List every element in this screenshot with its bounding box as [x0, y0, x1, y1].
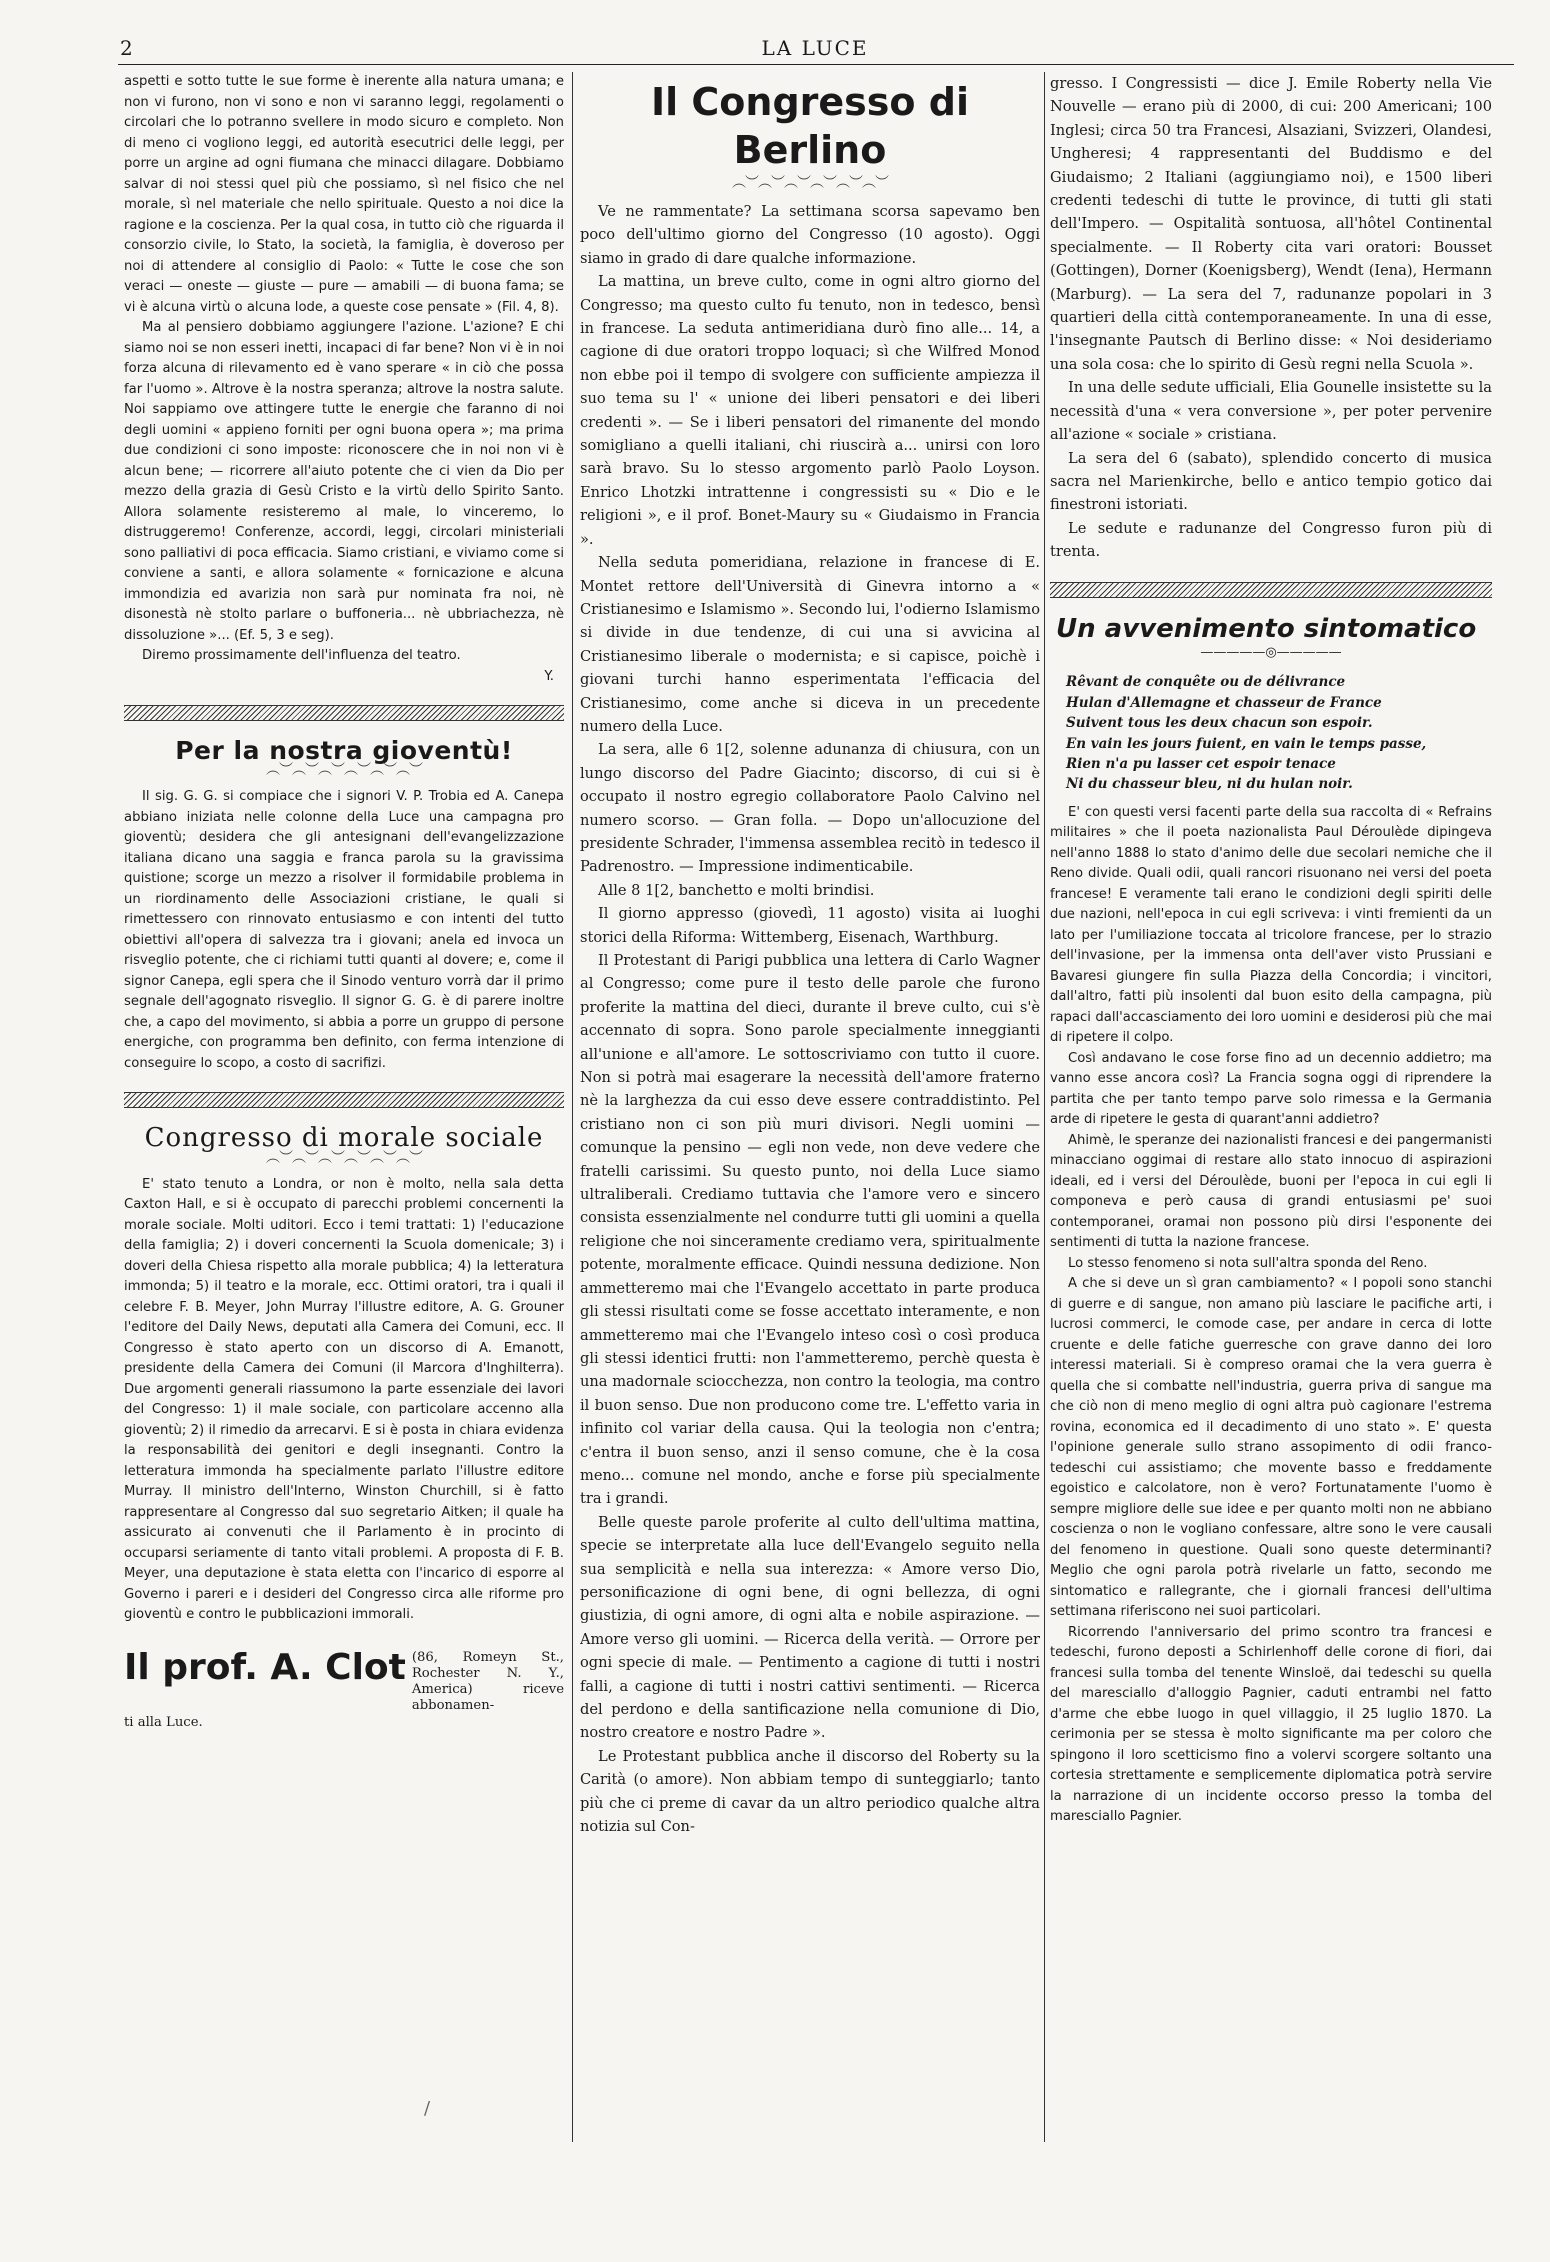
- column-rule: [1044, 72, 1045, 2142]
- paragraph: gresso. I Congressisti — dice J. Emile Roberty nella Vie Nouvelle — erano più di 2000, di cui: 200 Americani; 100 Inglesi; circa 50 tra Francesi, Alsaziani, Svizzeri, Olandesi, Ungheresi; 4 rappresentanti del Buddismo e del Giudaismo; 2 Italiani (aggiungiamo noi), e 1500 liberi credenti tedeschi di tutte le province, di tutti gli stati dell'Impero. — Ospitalità sontuosa, all'hôtel Continental specialmente. — Il Roberty cita vari oratori: Bousset (Gottingen), Dorner (Koenigsberg), Wendt (Iena), Hermann (Marburg). — La sera del 7, radunanze popolari in 3 quartieri della città contemporaneamente. In una di esse, l'insegnante Pautsch di Berlino disse: « Noi desideriamo una sola cosa: che lo spirito di Gesù regni nella Scuola ».: [1050, 75, 1492, 373]
- column-right: [1050, 72, 1492, 2232]
- paragraph: Il Protestant di Parigi pubblica una lettera di Carlo Wagner al Congresso; come pure il testo delle parole che furono proferite la mattina del dieci, durante il breve culto, cui s'è accennato di sopra. Sono parole specialmente inneggianti all'unione e all'amore. Le sottoscriviamo con tutto il cuore. Non si potrà mai esagerare la necessità dell'amore fraterno nè la larghezza da cui esso deve essere contraddistinto. Pel cristiano non ci son più muri divisori. Negli uomini — comunque la pensino — egli non vede, non deve vedere che fratelli carissimi. Su questo punto, noi della Luce siamo ultraliberali. Crediamo tuttavia che l'amore vero e sincero consista essenzialmente nel condurre tutti gli uomini a quella religione che noi sinceramente crediamo vera, spiritualmente potente, moralmente efficace. Quindi nessuna dedizione. Non ammetteremo mai che l'Evangelo accettato in parte produca gli stessi risultati come se fosse accettato interamente, e non ammetteremo mai che l'Evangelo inteso così o così produca gli stessi identici frutti: non l'ammetteremo, perchè questa è una madornale sciocchezza, non contro la teologia, ma contro il buon senso. Due non producono come tre. L'effetto varia in infinito col variar della causa. Qui la teologia non c'entra; c'entra il buon senso, anzi il senso comune, che è la cosa meno... comune nel mondo, anche e forse più specialmente tra i grandi.: [580, 952, 1040, 1508]
- poem-line: Rêvant de conquête ou de délivrance: [1066, 674, 1346, 691]
- advertisement: [124, 1646, 564, 1714]
- section-divider: [124, 1092, 564, 1108]
- poem-quote: [1066, 672, 1492, 794]
- newspaper-name: LA LUCE: [761, 36, 869, 60]
- paragraph: Diremo prossimamente dell'influenza del teatro.: [142, 648, 461, 663]
- paragraph: Belle queste parole proferite al culto dell'ultima mattina, specie se interpretate alla luce dell'Evangelo seguito nella sua semplicità e nella sua interezza: « Amore verso Dio, personificazione di ogni bene, di ogni bellezza, di ogni giustizia, di ogni amore, di ogni alta e nobile aspirazione. — Amore verso gli uomini. — Ricerca della verità. — Orrore per ogni specie di male. — Pentimento a cagione di tutti i nostri falli, a cagione di tutti i nostri cattivi sentimenti. — Ricerca del perdono e della santificazione nella comunione di Dio, nostro creatore e nostro Padre ».: [580, 1513, 1040, 1742]
- title-underline-ornament: ︵︶︵︶︵︶︵︶︵︶︵︶: [732, 175, 888, 191]
- poem-line: Suivent tous les deux chacun son espoir.: [1066, 715, 1373, 732]
- poem-line: Hulan d'Allemagne et chasseur de France: [1066, 694, 1382, 711]
- paragraph: Il sig. G. G. si compiace che i signori V. P. Trobia ed A. Canepa abbiano iniziata nelle colonne della Luce una campagna pro gioventù; desidera che gli antesignani dell'evangelizzazione italiana dicano una saggia e franca parola su la gravissima quistione; scorge un mezzo a risolver il formidabile problema in un riordinamento delle Associazioni cristiane, le quali si rimettessero con rinnovato entusiasmo e con intenti del tutto obiettivi all'opera di salvezza tra i giovani; anela ed invoca un risveglio potente, che ci richiami tutti quanti al dovere; e, come il signor Canepa, egli spera che il Sinodo venturo vorrà dar il primo segnale dell'agognato risveglio. Il signor G. G. è di parere inoltre che, a capo del movimento, si abbia a porre un gruppo di persone energiche, con programma ben definito, con ferma intenzione di conseguire lo scopo, a costo di sacrifizi.: [124, 789, 564, 1071]
- page-number: 2: [120, 36, 133, 60]
- article-signature: Y.: [544, 668, 554, 684]
- masthead: [120, 36, 1510, 66]
- paragraph: Ma al pensiero dobbiamo aggiungere l'azione. L'azione? E chi siamo noi se non esseri inetti, incapaci di far bene? Non vi è in noi forza alcuna di rilevamento ed è vano sperare « in ciò che possa far l'uomo ». Altrove è la nostra speranza; altrove la nostra salute. Noi sappiamo ove attingere tutte le energie che faranno di noi degli uomini « appieno forniti per ogni buona opera »; ma prima due condizioni ci sono imposte: riconoscere che in noi non vi è alcun bene; — ricorrere all'aiuto potente che ci vien da Dio per mezzo della grazia di Gesù Cristo e la virtù dello Spirito Santo. Allora solamente resisteremo al male, lo vinceremo, lo distruggeremo! Conferenze, accordi, leggi, circolari ministeriali sono palliativi di poca efficacia. Siamo cristiani, e viviamo come si conviene a santi, e allora solamente « fornicazione e alcuna immondizia ed avarizia non sarà pur nominata fra noi, nè disonestà nè stolto parlare o buffoneria... nè ubbriachezza, nè dissoluzione »... (Ef. 5, 3 e seg).: [124, 320, 564, 643]
- paragraph: Le Protestant pubblica anche il discorso del Roberty su la Carità (o amore). Non abbiam tempo di sunteggiarlo; tanto più che ci preme di cavar da un altro periodico qualche altra notizia sul Con-: [580, 1747, 1040, 1836]
- paragraph: Ricorrendo l'anniversario del primo scontro tra francesi e tedeschi, furono deposti a Schirlenhoff delle corone di fiori, dai francesi sulla tomba del tenente Winsloë, dai tedeschi su quella del maresciallo d'alloggio Pagnier, caduti entrambi nel fatto d'arme che ebbe luogo in quel villaggio, il 25 luglio 1870. La cerimonia per se stessa è molto significante ma per coloro che spingono il loro scetticismo fino a volervi scorgere soltanto una cortesia strettamente e semplicemente diplomatica potrà servire la narrazione di un incidente occorso presso la tomba del maresciallo Pagnier.: [1050, 1624, 1492, 1825]
- masthead-rule: [118, 64, 1514, 65]
- paragraph: Così andavano le cose forse fino ad un decennio addietro; ma vanno esse ancora così? La Francia sogna oggi di riprendere la partita che per tanto tempo parve solo rimessa e la Germania arde di ripetere le gesta di quarant'anni addietro?: [1050, 1050, 1492, 1128]
- paragraph: Lo stesso fenomeno si nota sull'altra sponda del Reno.: [1068, 1255, 1428, 1271]
- paragraph: A che si deve un sì gran cambiamento? « I popoli sono stanchi di guerre e di sangue, non amano più lasciare le pacifiche arti, i lucrosi commerci, le comode case, per andare in cerca di lotte cruente e delle fatiche guerresche con grave danno dei loro interessi materiali. Si è compreso oramai che la vera guerra è quella che si combatte nell'industria, guerra priva di sangue ma che ciò non di meno meglio di ogni altra può cagionare l'estrema rovina, economica ed il decadimento di uno stato ». E' questa l'opinione generale sullo strano assopimento di odii franco-tedeschi cui assistiamo; che movente basso e freddamente egoistico e calcolatore, non è vero? Fortunatamente l'uomo è sempre migliore delle sue idee e per quanto molti non ne abbiano coscienza o non le vogliano confessare, altre sono le vere causali del fenomeno in questione. Quali sono queste determinanti? Meglio che ogni parola potrà rivelarle un fatto, secondo me sintomatico e rallegrante, che i giornali francesi dell'ultima settimana riferiscono nei suoi particolari.: [1050, 1276, 1492, 1620]
- column-middle: [580, 72, 1040, 2232]
- article-title-gioventu: Per la nostra gioventù!: [175, 736, 513, 765]
- poem-line: Ni du chasseur bleu, ni du hulan noir.: [1066, 776, 1353, 793]
- advertisement-text-tail: ti alla Luce.: [124, 1714, 203, 1730]
- paragraph: E' stato tenuto a Londra, or non è molto, nella sala detta Caxton Hall, e si è occupato di parecchi problemi concernenti la morale sociale. Molti uditori. Ecco i temi trattati: 1) l'educazione della famiglia; 2) i doveri concernenti la Scuola domenicale; 3) i doveri della Chiesa rispetto alla morale pubblica; 4) la letteratura immonda; 5) il teatro e la morale, ecc. Ottimi oratori, tra i quali il celebre F. B. Meyer, John Murray l'illustre editore, A. G. Grouner l'editore del Daily News, deputati alla Camera dei Comuni, ecc. Il Congresso è stato aperto con un discorso di A. Emanott, presidente della Camera dei Comuni (il Marcora d'Inghilterra). Due argomenti generali riassumono la parte essenziale dei lavori del Congresso: 1) il male sociale, con particolare accenno alla gioventù; 2) il rimedio da arrecarvi. E si è posta in chiara evidenza la responsabilità dei genitori e degli insegnanti. Contro la letteratura immonda ha specialmente parlato l'illustre editore Murray. Il ministro dell'Interno, Winston Churchill, si è fatto rappresentare al Congresso dal suo segretario Aitken; il quale ha assicurato ai convenuti che il Parlamento è in procinto di occuparsi seriamente di tanto vitali problemi. A proposta di F. B. Meyer, una deputazione è stata eletta con l'incarico di esporre al Governo i pareri e i desideri del Congresso circa alle riforme pro gioventù e contro le pubblicazioni immorali.: [124, 1176, 564, 1623]
- paragraph: La sera, alle 6 1[2, solenne adunanza di chiusura, con un lungo discorso del Padre Giacinto; discorso, di cui si è occupato il nostro egregio collaboratore Paolo Calvino nel numero scorso. — Gran folla. — Dopo un'allocuzione del presidente Schrader, l'immensa assemblea recitò in tedesco il Padrenostro. — Impressione indimenticabile.: [580, 741, 1040, 876]
- paragraph: La sera del 6 (sabato), splendido concerto di musica sacra nel Marienkirche, bello e antico tempio gotico dai finestroni istoriati.: [1050, 449, 1492, 514]
- paragraph: Nella seduta pomeridiana, relazione in francese di E. Montet rettore dell'Università di Ginevra intorno a « Cristianesimo e Islamismo ». Secondo lui, l'odierno Islamismo si divide in due tendenze, di cui una si avvicina al Cristianesimo liberale o modernista; e si capisce, poichè i giovani turchi hanno esperimentata l'efficacia del Cristianesimo, come anche si diceva in un precedente numero della Luce.: [580, 554, 1040, 735]
- paragraph: In una delle sedute ufficiali, Elia Gounelle insistette su la necessità d'una « vera conversione », per poter pervenire all'azione « sociale » cristiana.: [1050, 379, 1492, 444]
- paragraph: Ve ne rammentate? La settimana scorsa sapevamo ben poco dell'ultimo giorno del Congresso (10 agosto). Oggi siamo in grado di dare qualche informazione.: [580, 203, 1040, 267]
- column-rule: [572, 72, 573, 2142]
- advertisement-text: (86, Romeyn St., Rochester N. Y., America) riceve abbonamen-: [411, 1649, 564, 1713]
- section-divider: [124, 705, 564, 721]
- title-underline-ornament: ︵︶︵︶︵︶︵︶︵︶︵︶: [266, 1149, 422, 1166]
- poem-line: Rien n'a pu lasser cet espoir tenace: [1066, 755, 1336, 772]
- column-left: [124, 72, 564, 2232]
- article-title-berlino: Il Congresso di Berlino: [651, 80, 969, 172]
- morale-article: [124, 1175, 564, 1626]
- paragraph: aspetti e sotto tutte le sue forme è inerente alla natura umana; e non vi furono, non vi sono e non vi saranno leggi, regolamenti o circolari che lo potranno svellere in modo sicuro e completo. Non di meno ci vogliono leggi, ed autorità esecutrici delle leggi, per porre un argine ad ogni fiumana che minacci dilagare. Dobbiamo salvar di noi stessi quel più che possiamo, sì nel fisico che nel morale, sì nel materiale che nello spirituale. Questo a noi dice la ragione e la coscienza. Per la qual cosa, in tutto ciò che riguarda il consorzio civile, lo Stato, la società, la famiglia, è doveroso per noi di attendere al consiglio di Paolo: « Tutte le cose che son veraci — oneste — giuste — pure — amabili — di buona fama; se vi è alcuna virtù o alcuna lode, a queste cose pensate » (Fil. 4, 8).: [124, 74, 564, 315]
- article-title-avvenimento: Un avvenimento sintomatico: [1056, 613, 1477, 644]
- paragraph: Ahimè, le speranze dei nazionalisti francesi e dei pangermanisti minacciano oggimai di restare allo stato innocuo di aspirazioni ideali, ed i versi del Déroulède, buoni per l'epoca in cui egli li componeva e però causa di grandi entusiasmi pe' suoi contemporanei, oramai non possono più dirsi l'esponente dei sentimenti di tutta la nazione francese.: [1050, 1132, 1492, 1251]
- paragraph: E' con questi versi facenti parte della sua raccolta di « Refrains militaires » che il poeta nazionalista Paul Déroulède dipingeva nell'anno 1888 lo stato d'animo delle due secolari nemiche che il Reno divide. Quali odii, quali rancori risuonano nei versi del poeta francese! E veramente tali erano le condizioni degli spiriti delle due nazioni, nell'epoca in cui egli scriveva: i vinti fremienti da un lato per l'umiliazione toccata al tricolore francese, per lo strazio dell'invasione, per la immensa onta dell'aver visto Prussiani e Bavaresi giungere fin sulla Piazza della Concordia; i vincitori, dall'altro, fatti più insolenti dal buon esito della campagna, più rapaci dall'accasciamento dei loro uomini e desiderosi più che mai di ripetere il colpo.: [1050, 804, 1492, 1046]
- article-title-morale-sociale: Congresso di morale sociale: [144, 1123, 544, 1154]
- stray-mark: /: [424, 2098, 431, 2119]
- paragraph: Alle 8 1[2, banchetto e molti brindisi.: [598, 881, 875, 899]
- advertiser-name: Il prof. A. Clot: [124, 1646, 406, 1688]
- section-divider: [1050, 582, 1492, 598]
- avvenimento-article: [1050, 803, 1492, 1828]
- poem-line: En vain les jours fuient, en vain le temps passe,: [1066, 735, 1427, 752]
- title-ornament: —————◎—————: [1200, 644, 1342, 660]
- paragraph: La mattina, un breve culto, come in ogni altro giorno del Congresso; ma questo culto fu tenuto, non in tedesco, bensì in francese. La seduta antimeridiana durò fino alle... 14, a cagione di due oratori troppo loquaci; sì che Wilfred Monod non ebbe poi il tempo di svolgere con sufficiente ampiezza il suo tema su l' « unione dei liberi pensatori e dei liberi credenti ». — Se i liberi pensatori del rimanente del mondo somigliano a quelli italiani, chi riuscirà a... unirsi con loro sarà bravo. Su lo stesso argomento parlò Paolo Loyson. Enrico Lhotzki intrattenne i congressisti su « Dio e le religioni », e il prof. Bonet-Maury su « Giudaismo in Francia ».: [580, 273, 1040, 548]
- title-underline-ornament: ︵︶︵︶︵︶︵︶︵︶︵︶: [266, 762, 422, 779]
- paragraph: Il giorno appresso (giovedì, 11 agosto) visita ai luoghi storici della Riforma: Wittemberg, Eisenach, Warthburg.: [580, 905, 1040, 946]
- paragraph: Le sedute e radunanze del Congresso furon più di trenta.: [1050, 519, 1492, 561]
- intro-article: [124, 72, 564, 687]
- gioventu-article: [124, 787, 564, 1074]
